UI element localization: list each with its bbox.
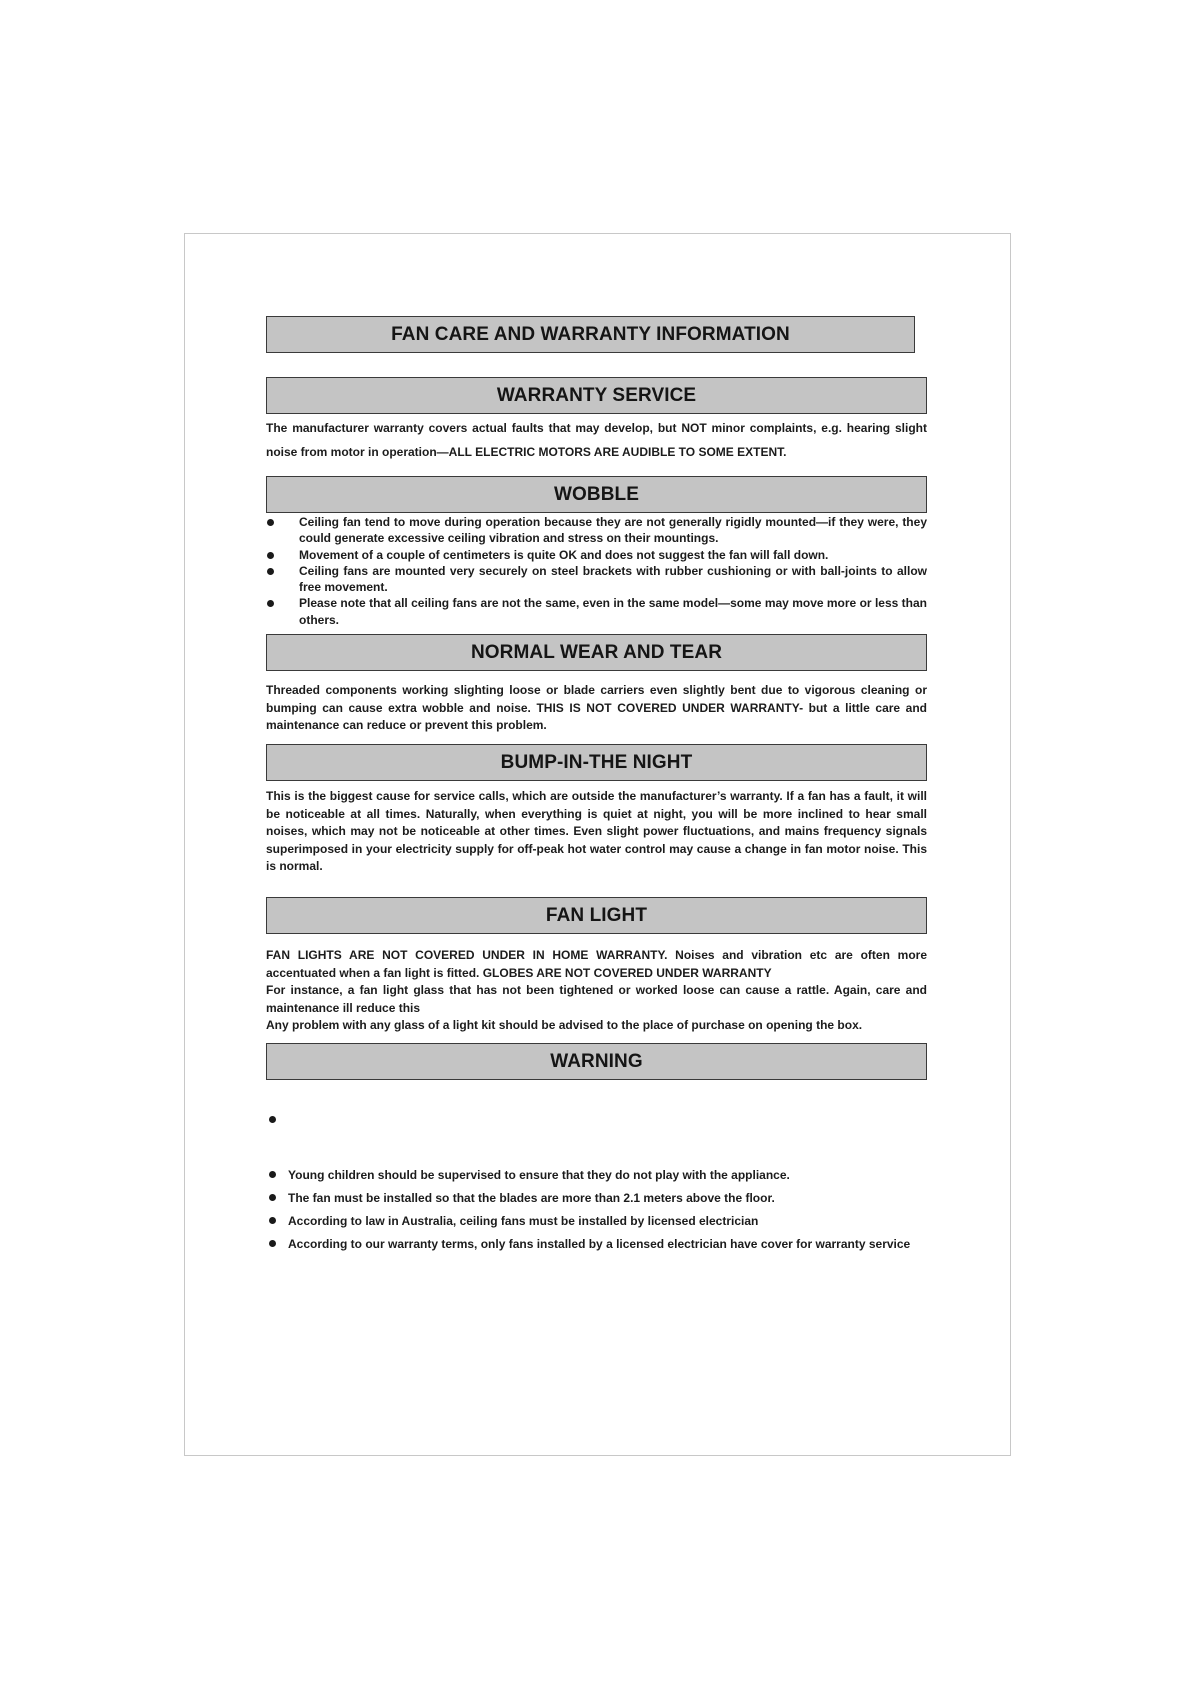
list-item: Please note that all ceiling fans are not the same, even in the same model—some may move more or less than others.: [266, 595, 927, 628]
normal-wear-text: Threaded components working slighting loose or blade carriers even slightly bent due to vigorous cleaning or bumping can cause extra wobble and noise. THIS IS NOT COVERED UNDER WARRANTY- but a little care and maintenance can reduce or prevent this problem.: [266, 683, 927, 732]
list-item: According to our warranty terms, only fans installed by a licensed electrician have cover for warranty service: [266, 1236, 936, 1259]
bump-night-text: This is the biggest cause for service calls, which are outside the manufacturer’s warranty. If a fan has a fault, it will be noticeable at all times. Naturally, when everything is quiet at night, you will be more inclined to hear small noises, which may not be noticeable at other times. Even slight power fluctuations, and mains frequency signals superimposed in your electricity supply for off-peak hot water control may cause a change in fan motor noise. This is normal.: [266, 789, 927, 873]
bullet-icon: [267, 600, 274, 607]
bullet-icon: [269, 1116, 276, 1123]
page-title: FAN CARE AND WARRANTY INFORMATION: [266, 316, 915, 353]
heading-wobble: WOBBLE: [266, 476, 927, 513]
list-item: Movement of a couple of centimeters is quite OK and does not suggest the fan will fall down.: [266, 547, 927, 563]
bullet-icon: [267, 568, 274, 575]
bullet-icon: [269, 1217, 276, 1224]
list-item: Young children should be supervised to ensure that they do not play with the appliance.: [266, 1167, 936, 1190]
bullet-icon: [269, 1194, 276, 1201]
fan-light-paragraph-3: Any problem with any glass of a light kit should be advised to the place of purchase on opening the box.: [266, 1018, 863, 1032]
list-item: The fan must be installed so that the blades are more than 2.1 meters above the floor.: [266, 1190, 936, 1213]
heading-normal-wear: NORMAL WEAR AND TEAR: [266, 634, 927, 671]
fan-light-paragraph-2: For instance, a fan light glass that has not been tightened or worked loose can cause a rattle. Again, care and maintenance ill reduce this: [266, 983, 927, 1015]
heading-warning: WARNING: [266, 1043, 927, 1080]
bullet-icon: [269, 1240, 276, 1247]
heading-warranty-service: WARRANTY SERVICE: [266, 377, 927, 414]
list-item: Ceiling fan tend to move during operation because they are not generally rigidly mounted—if they were, they could generate excessive ceiling vibration and stress on their mountings.: [266, 514, 927, 547]
bullet-icon: [269, 1171, 276, 1178]
fan-light-text: [266, 947, 927, 1035]
list-item: Ceiling fans are mounted very securely on steel brackets with rubber cushioning or with ball-joints to allow free movement.: [266, 563, 927, 596]
warning-list: [266, 1167, 936, 1259]
list-item: According to law in Australia, ceiling fans must be installed by licensed electrician: [266, 1213, 936, 1236]
heading-fan-light: FAN LIGHT: [266, 897, 927, 934]
wobble-list: [266, 514, 927, 628]
bullet-icon: [267, 519, 274, 526]
fan-light-paragraph-1: FAN LIGHTS ARE NOT COVERED UNDER IN HOME WARRANTY. Noises and vibration etc are often more accentuated when a fan light is fitted. GLOBES ARE NOT COVERED UNDER WARRANTY: [266, 948, 927, 980]
warranty-service-text: The manufacturer warranty covers actual faults that may develop, but NOT minor complaints, e.g. hearing slight noise from motor in operation—ALL ELECTRIC MOTORS ARE AUDIBLE TO SOME EXTENT.: [266, 421, 927, 459]
bullet-icon: [267, 552, 274, 559]
heading-bump-night: BUMP-IN-THE NIGHT: [266, 744, 927, 781]
